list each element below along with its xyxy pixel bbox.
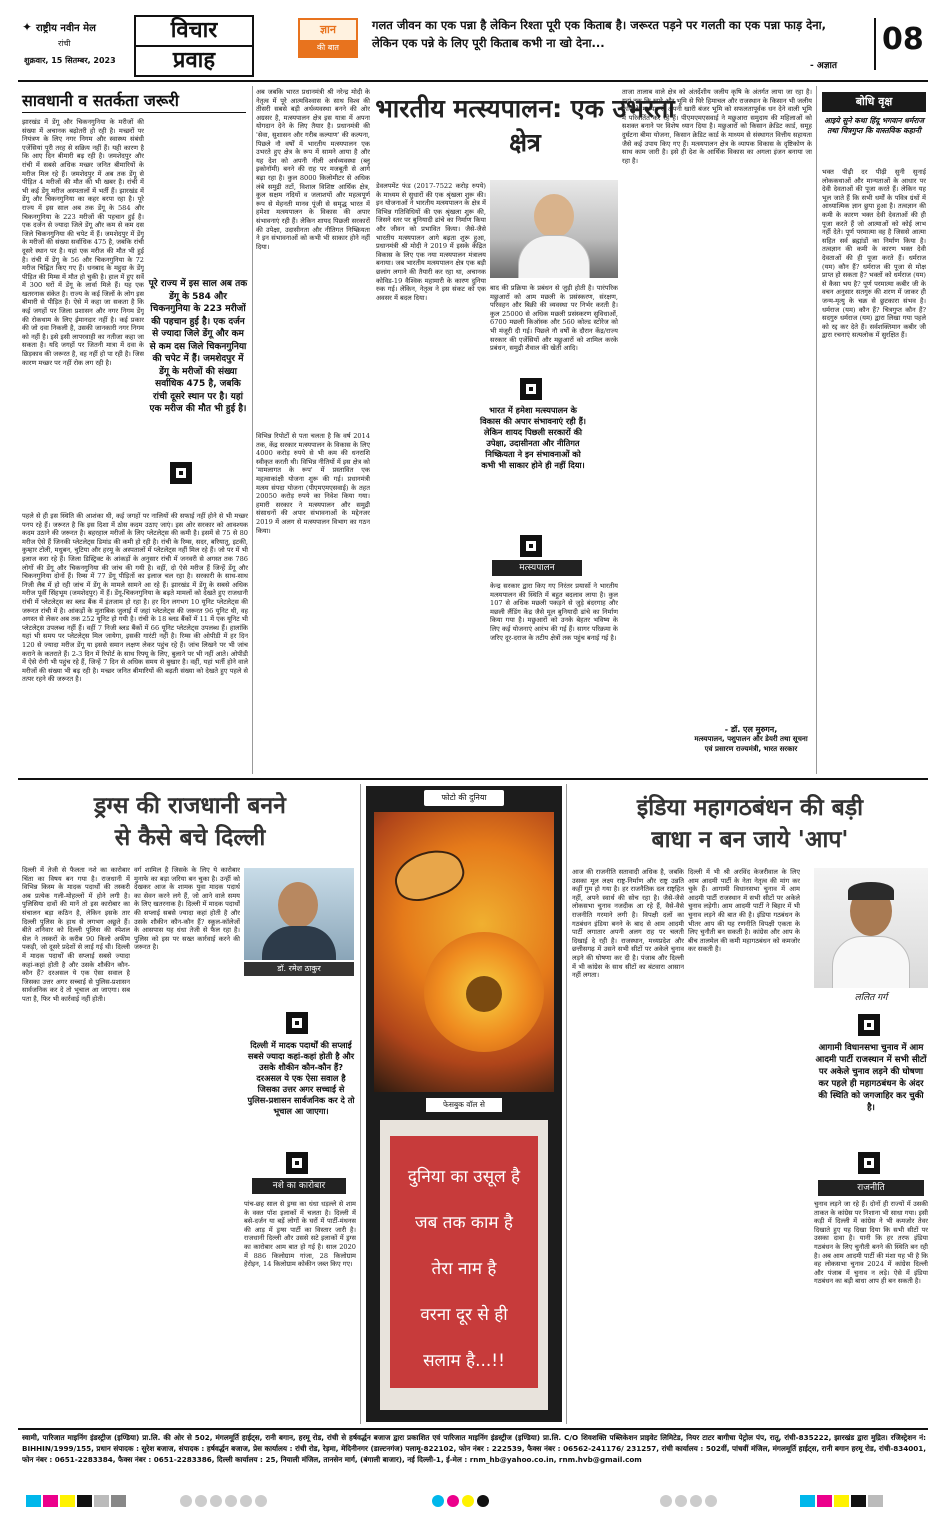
article2-qr-icon-2: [520, 535, 542, 557]
article3-headline-line1: ड्रग्स की राजधानी बनने: [94, 793, 286, 819]
article3-headline: [30, 790, 350, 854]
reg-dot-10: [705, 1495, 717, 1507]
cmyk-swatch-magenta: [43, 1495, 58, 1507]
reg-dot-7: [660, 1495, 672, 1507]
article1-pull-quote: पूरे राज्य में इस साल अब तक डेंगू के 584 और चिकनगुनिया के 223 मरीजों की पहचान हुई है। एक दर्जन से ज्यादा जिले डेंगू और कम से कम दस जिले चिकनगुनिया की चपेट में हैं। जमशेदपुर में डेंगू के मरीजों की संख्या सर्वाधिक 475 है, जबकि रांची दूसरे स्थान पर है। यहां एक मरीज की मौत भी हुई है।: [148, 279, 248, 414]
cmyk-swatch-grey2: [111, 1495, 126, 1507]
article4-tag: राजनीति: [818, 1180, 924, 1196]
mid-rule: [18, 778, 928, 780]
byline-role: मत्स्यपालन, पशुपालन और डेयरी तथा सूचना एवं प्रसारण राज्यमंत्री, भारत सरकार: [694, 735, 808, 753]
article1-col2: पहले से ही इस स्थिति की आशंका थी, कई जगहों पर नालियों की सफाई नहीं होने से भी मच्छर पनप रहे हैं। जरूरत है कि इस दिशा में ठोस कदम उठाए जाएं। इस ओर सरकार को आवश्यक कदम उठाने की जरूरत है। बहरहाल मरीजों के लिए प्लेटलेट्स की कमी है। इसमें से 75 से 80 मरीज ऐसे हैं जिनकी प्लेटलेट्स डिमांड की कमी हो रही है। रांची के रिम्स, सदर, बरियातू, इटकी, कुम्हार टोली, मधुबन, चुटिया और हरमू के अस्पतालों में प्लेटलेट्स नहीं मिल रहे हैं। जो पर में भी इलाज करा रहे हैं। जिला डिस्ट्रिक्ट के आंकड़ों के अनुसार रांची में जनवरी से अगस्त तक 786 लोगों की डेंगू और चिकनगुनिया की जांच की गयी है। वहीं, दो ऐसे मरीज हैं जिन्हें डेंगू और चिकनगुनिया दोनों हैं। रिम्स में 77 डेंगू पीड़ितों का इलाज चल रहा है। सरकारी के साथ-साथ निजी लैब में हो रही जांच में डेंगू के मामले सामने आ रहे हैं। झारखंड में डेंगू के सबसे अधिक मरीज पूर्वी सिंहभूम (जमशेदपुर) में हैं। डेंगू-चिकनगुनिया के बढ़ते मामलों को देखते हुए राजधानी रांची में प्लेटलेट्स का ब्लड बैंक में इंतजाम हो रहा है। हर दिन लगभग 10 यूनिट प्लेटलेट्स की जरूरत रांची में है। आंकड़ों के मुताबिक जुलाई में जहां प्लेटलेट्स की जरूरत 96 यूनिट थी, वह अगस्त से लेकर अब तक 252 यूनिट हो गयी है। रांची के 18 ब्लड बैंकों में 11 में एक यूनिट भी प्लेटलेट्स उपलब्ध नहीं हैं। वहीं 7 निजी ब्लड बैंकों में 66 यूनिट प्लेटलेट्स उपलब्ध हैं। हालांकि यहां भी समय पर प्लेटलेट्स मिल जायेगा, इसकी गारंटी नहीं है। रिम्स की ओपीडी में हर दिन 120 से ज्यादा मरीज डेंगू या इससे समान लक्षण लेकर पहुंच रहे हैं। जांच लिखने पर भी जांच कराने के कतराते हैं। 2-3 दिन में रिपोर्ट के साथ रिफ्यू के लिए, बुलाने पर भी नहीं आते। ओपीडी में ऐसे रोगी भी पहुंच रहे हैं, जिन्हें 7 दिन से अधिक समय से बुखार है। वहीं, यहां भर्ती होने वाले मरीजों की संख्या भी बढ़ रही है। मच्छर जनित बीमारियों की बढ़ती संख्या को देखते हुए पहले से तत्पर रहने की जरूरत है।: [22, 512, 248, 684]
registration-color-bar-left: [26, 1492, 128, 1511]
masthead-rule: [18, 80, 928, 82]
cmyk-swatch-black-r: [851, 1495, 866, 1507]
article3-pull-quote: दिल्ली में मादक पदार्थों की सप्लाई सबसे ज्यादा कहां-कहां होती है और उसके शौकीन कौन-कौन हैं? दरअसल ये एक ऐसा सवाल है जिसका उत्तर अगर सच्चाई से पुलिस-प्रशासन सार्वजनिक कर दे तो भूचाल आ जाएगा।: [247, 1040, 355, 1116]
article3-tag: नशे का कारोबार: [252, 1178, 346, 1194]
cmyk-swatch-cyan-r: [800, 1495, 815, 1507]
page-number-divider: [874, 18, 876, 70]
quote-card-line2: जब तक काम है: [415, 1213, 513, 1233]
article4-headline: [572, 792, 928, 856]
article4-headline-line2: बाधा न बन जाये 'आप': [651, 827, 849, 853]
paper-name: राष्ट्रीय नवीन मेल: [36, 23, 96, 34]
reg-dot-magenta: [447, 1495, 459, 1507]
article3-col1: दिल्ली में तेजी से फैलता नशे का कारोबार चिंता का विषय बन गया है। राजधानी में विभिन्न किस्म के मादक पदार्थों की तस्करी अब प्रत्येक गली-मोहल्लों में होने लगी है। पुलिसिया दावों की मानें तो इस कारोबार का संचालन बड़ा कठिन है, लेकिन इसके तार दिल्ली पुलिस के हाथ से लगभग अछूते हैं। बीते शनिवार को दिल्ली पुलिस की स्पेशल सेल ने तस्करों के करीब 90 किलो अफीम पकड़ी, जो दूसरे प्रदेशों से लाई गई थी। दिल्ली में मादक पदार्थों की सप्लाई सबसे ज्यादा कहां-कहां होती है और उसके शौकीन कौन-कौन हैं? दरअसल ये एक ऐसा सवाल है जिसका उत्तर अगर सच्चाई से पुलिस-प्रशासन सार्वजनिक कर दे तो भूचाल आ जाएगा। सब पता है, फिर भी कार्रवाई नहीं होती।: [22, 866, 130, 1003]
article2-byline: [690, 724, 812, 754]
cmyk-swatch-grey1: [94, 1495, 109, 1507]
article2-col6: ताजा तालाब वाले क्षेत्र को अंतर्देशीय जलीय कृषि के अंतर्गत लाया जा रहा है। यहां तक कि खारे और भूमि से घिरे हिमाचल और राजस्थान के किसान भी जलीय कृषि के माध्यम से अपनी खारी बंजर भूमि को सफलतापूर्वक धन देने वाली भूमि में परिवर्तित कर रहे हैं। पीएमएमएसवाई ने मछुआरा समुदाय की महिलाओं को सशक्त बनाने पर विशेष ध्यान दिया है। मछुआरों को किसान क्रेडिट कार्ड, समूह दुर्घटना बीमा योजना, किसान क्रेडिट कार्ड के माध्यम से संस्थागत वित्तीय सहायता जैसे कई उपाय किए गए हैं। मत्स्यपालन क्षेत्र के व्यापक विकास के दृष्टिकोण के साथ काम जारी है। इसे ही देश के आर्थिक विकास का अगला इंजन बनाया जा रहा है।: [622, 88, 812, 165]
paper-logo-icon: ✦: [22, 20, 33, 34]
article3-col3: पांच-छह साल से ड्रग्स का धंधा धड़ल्ले से शाम के वक्त पॉश इलाकों में चलता है। दिल्ली में बसे-दर्जन या बड़ें लोगों के घरों में पार्टी-मंथनस की आड़ में ड्रग्स पार्टी का विस्तार जारी है। राजधानी दिल्ली और उससे सटे इलाकों में ड्रग्स का कारोबार आम बात हो गई है। साल 2020 में 886 किलोग्राम गांजा, 28 किलोग्राम हेरोइन, 14 किलोग्राम कोकीन जब्त किए गए।: [244, 1200, 356, 1269]
col-divider-4: [566, 784, 567, 1424]
article4-qr-icon-1: [858, 1014, 880, 1036]
badge-top-text: ज्ञान: [319, 23, 336, 36]
article3-col2: वर्ग शामिल है जिसके के लिए ये कारोबार मुनाफे का बड़ा जरिया बन चुका है। उन्हीं को देखकर आज के शामक युवा मादक पदार्थ का सेवन करने लगे हैं, जो आने वाले समय के लिए खतरनाक है। दिल्ली में मादक पदार्थों की सप्लाई सबसे ज्यादा कहां होती है और उसके शौकीन कौन-कौन हैं? स्कूल-कॉलेजों के आसपास यह धंधा तेजी से फैल रहा है। पुलिस को इस पर सख्त कार्रवाई करने की जरूरत है।: [134, 866, 240, 952]
butterfly-wing-shape: [389, 842, 470, 907]
article1-headline-rule: [22, 112, 246, 113]
quote-card-line5: सलाम है...!!: [423, 1351, 505, 1371]
section-title-box: [134, 15, 254, 77]
reg-dot-5: [240, 1495, 252, 1507]
reg-dot-8: [675, 1495, 687, 1507]
article4-col3: चुनाव लड़ने जा रहे हैं। दोनों ही राज्यों में उसकी ताकत के कांग्रेस पर निशाना भी साधा गया। इसी कड़ी में दिल्ली में कांग्रेस ने भी कमजोर तेवर दिखाते हुए यह दिखा दिया कि सभी सीटों पर उसका दावा है। यानी कि हर तरफ इंडिया गठबंधन के लिए चुनौती बनने की स्थिति बन रही है। अब आम आदमी पार्टी की मंशा यह भी है कि वह लोकसभा चुनाव 2024 में कांग्रेस दिल्ली और पंजाब में चुनाव न लड़े। ऐसे में इंडिया गठबंधन का बड़ी बाधा आप ही बन सकती है।: [814, 1200, 928, 1286]
article2-qr-icon-1: [520, 378, 542, 400]
reg-dot-black: [477, 1495, 489, 1507]
article1-col1: झारखंड में डेंगू और चिकनगुनिया के मरीजों की संख्या में अचानक बढ़ोतरी हो रही है। मच्छरों पर नियंत्रण के लिए नगर निगम और स्वास्थ्य संबंधी एजेंसियां पूरी तरह से सक्रिय नहीं हैं। यही कारण है कि आए दिन बीमारी बढ़ रही है। जमशेदपुर और रांची में सबसे अधिक मच्छर जनित बीमारियों के मरीज मिल रहे हैं। जमशेदपुर में अब तक डेंगू से पीड़ित 4 मरीजों की मौत की भी खबर है। रांची में भी कई डेंगू मरीज अस्पतालों में भर्ती हैं। झारखंड में डेंगू और चिकनगुनिया का कहर बरपा रहा है। पूरे राज्य में इस साल अब तक डेंगू के 584 और चिकनगुनिया के 223 मरीजों की पहचान हुई है। एक दर्जन से ज्यादा जिले डेंगू और कम से कम दस जिले चिकनगुनिया की चपेट में हैं। जमशेदपुर में डेंगू के मरीजों की संख्या सर्वाधिक 475 है, जबकि रांची दूसरे स्थान पर है। यहां एक मरीज की मौत भी हुई है। रांची में डेंगू के 56 और चिकनगुनिया के 72 मरीज चिह्नित किए गए हैं। धनबाद के महुदा के डेंगू पीड़ित की मिम्स में मौत हो चुकी है। हाल में हुए सर्वे में 300 घरों में डेंगू के लार्वा मिले हैं। यह एक खतरनाक संकेत है। राज्य के कई जिलों के लोग इस बीमारी से पीड़ित हैं। ऐसे में कहा जा सकता है कि कई जगहों पर जिला प्रशासन और नगर निगम डेंगू की रोकथाम के लिए ईमानदार नहीं है। कई प्रकार की जो दवा निकली है, उसकी जानकारी नगर निगम को नहीं है। इसे इसी लापरवाही का नतीजा कहा जा सकता है। यदि जगहों पर जितनी मात्रा में दवा के छिड़काव की जरूरत है, वह नहीं हो पा रही है। जिस कारण मच्छर पर नहीं रोक लग रही है।: [22, 118, 144, 367]
article1-qr-icon: [170, 462, 192, 484]
daily-quote: गलत जीवन का एक पन्ना है लेकिन रिश्ता पूरी एक किताब है। जरूरत पड़ने पर गलती का एक पन्ना फाड़ देना, लेकिन एक पन्ने के लिए पूरी किताब कभी ना खो देना...: [372, 18, 826, 50]
article3-qr-icon-1: [286, 1012, 308, 1034]
reg-dot-cyan: [432, 1495, 444, 1507]
author-photo-body-shape: [262, 926, 336, 960]
footer-imprint: स्वामी, पारिजात माइनिंग इंडस्ट्रीज (इण्डिया) प्रा.लि. की ओर से 502, मंगलमूर्ति हाईट्स, रानी बगान, हरमू रोड, रांची से हर्षवर्द्धन बजाज द्वारा प्रकाशित एवं पारिजात माइनिंग इंडस्ट्रीज (इण्डिया) प्रा.लि. C/O शिवशक्ति पब्लिकेशन प्राइवेट लिमिटेड, नियर टाटर बागीचा पेट्रोल पंप, रातू, रांची-835222, झारखंड द्वारा मुद्रित। रजिस्ट्रेशन नं: BIHHIN/1999/155, प्रधान संपादक : सुरेश बजाज, संपादक : हर्षवर्द्धन बजाज, प्रेस कार्यालय : रांची रोड, रेड़मा, मेदिनीनगर (डाल्टनगंज) पलामू-822102, फोन नंबर : 222539, फैक्स नंबर : 06562-241176/ 231257, रांची कार्यालय : 502वीं, पांचवीं मंजिल, मंगलमूर्ति हाईट्स, रानी बगान हरमू रोड, रांची-834001, फोन नंबर : 0651-2283384, फैक्स नंबर : 0651-2283386, दिल्ली कार्यालय : 25, नियाली मंजिल, तानसेन मार्ग, (बंगाली बाजार), नई दिल्ली-1, ई-मेल : rnm_hb@yahoo.co.in, rnm.hvb@gmail.com: [22, 1433, 926, 1464]
article2-col5: केन्द्र सरकार द्वारा किए गए निरंतर प्रयासों ने भारतीय मत्स्यपालन की स्थिति में बहुत बदलाव लाया है। कुल 107 से अधिक मछली पकड़ने से जुड़े बंदरगाह और मछली लैंडिंग केंद्र जैसे मूल बुनियादी ढांचे का निर्माण किया गया है। मछुआरों को उनके बेहतर भविष्य के लिए कई योजनाएं आरंभ की गई हैं। सागर परिक्रमा के जरिए दूर-दराज के तटीय क्षेत्रों तक पहुंच बनाई गई है।: [490, 582, 618, 642]
footer-rule: [18, 1428, 928, 1430]
article4-headline-line1: इंडिया महागठबंधन की बड़ी: [636, 795, 864, 821]
registration-dots-center: [432, 1492, 492, 1511]
author-photo-ramesh: [244, 868, 354, 960]
edition-city: रांची: [58, 39, 71, 48]
col-divider-1: [252, 86, 253, 774]
badge-bottom-text: की बात: [300, 40, 356, 56]
page-number: 08: [882, 22, 924, 57]
sidebar-subhead: आइये सुने कथा हिंदू भगवान धर्मराज तथा चित्रगुप्त कि वास्तविक कहानी: [824, 116, 924, 135]
butterfly-photo: [374, 812, 554, 1092]
quote-card: [380, 1120, 548, 1410]
article3-headline-line2: से कैसे बचे दिल्ली: [114, 825, 266, 851]
reg-dot-yellow: [462, 1495, 474, 1507]
section-title-line1: विचार: [170, 18, 218, 43]
registration-color-bar-right: [800, 1492, 885, 1511]
reg-dot-6: [255, 1495, 267, 1507]
reg-dot-9: [690, 1495, 702, 1507]
edition-date: शुक्रवार, 15 सितम्बर, 2023: [24, 56, 116, 65]
article4-pull-quote: आगामी विधानसभा चुनाव में आम आदमी पार्टी राजस्थान में सभी सीटों पर अकेले चुनाव लड़ने की घोषणा कर पहले ही महागठबंधन के अंदर की स्थिति को जगजाहिर कर चुकी है।: [815, 1043, 927, 1113]
reg-dot-2: [195, 1495, 207, 1507]
reg-dot-4: [225, 1495, 237, 1507]
author-photo-lalit-hair-shape: [848, 882, 894, 900]
cmyk-swatch-grey-r: [868, 1495, 883, 1507]
author-name-ramesh: डॉ. रमेश ठाकुर: [244, 962, 354, 976]
quote-card-line4: वरना दूर से ही: [420, 1305, 508, 1325]
photo-section-header: फोटो की दुनिया: [424, 790, 504, 806]
cmyk-swatch-magenta-r: [817, 1495, 832, 1507]
cmyk-swatch-black: [77, 1495, 92, 1507]
quote-card-line1: दुनिया का उसूल है: [407, 1167, 521, 1187]
masthead: [0, 0, 945, 80]
article2-col1: अब जबकि भारत प्रधानमंत्री श्री नरेन्द्र मोदी के नेतृत्व में पूरे आत्मविश्वास के साथ विश्व की तीसरी सबसे बड़ी अर्थव्यवस्था बनने की ओर अग्रसर है, मत्स्यपालन क्षेत्र इस यात्रा में अपना योगदान देने के लिए तैयार है। प्रधानमंत्री की 'सेवा, सुशासन और गरीब कल्याण' की कल्पना, पिछले नौ वर्षों में भारतीय मत्स्यपालन एक उभरते हुए क्षेत्र के रूप में सामने आया है और यह देश को अपनी नीली अर्थव्यवस्था (ब्लू इकोनॉमी) बनने की राह पर मजबूती से आगे बढ़ा रहा है। कुल 8000 किलोमीटर से अधिक लंबे समुद्री तटों, विशाल विशिष्ट आर्थिक क्षेत्र, कुल सक्षम नदियों व जलाशयों और महत्वपूर्ण रूप से मेहनती मानव पूंजी से समृद्ध भारत में हमेशा मत्स्यपालन के विकास की अपार संभावनाएं रही हैं। लेकिन शायद पिछली सरकारों की उपेक्षा, उदासीनता और नीतिगत निष्क्रियता ने इन संभावनाओं को कभी भी साकार होने नहीं दिया।: [256, 88, 370, 251]
author-name-lalit: ललित गर्ग: [854, 993, 888, 1003]
author-photo-face-shape: [278, 882, 318, 928]
byline-name: - डॉ. एल मुरुगन,: [724, 725, 778, 734]
article2-col3: डेवलपमेंट फंड (2017-7522 करोड़ रुपये) के माध्यम से सुधारों की एक श्रृंखला शुरू की। इन योजनाओं ने भारतीय मत्स्यपालन के क्षेत्र में विभिन्न गतिविधियों की एक श्रृंखला शुरू की, जिसने स्तर पर बुनियादी ढांचे का निर्माण किया और जीवन को प्रभावित किया। जैसे-जैसे भारतीय मत्स्यपालन आगे बढ़ता शुरू हुआ, प्रधानमंत्री श्री मोदी ने 2019 में इसके केंद्रित विकास के लिए एक नया मत्स्यपालन मंत्रालय बनाया। जब भारतीय मत्स्यपालन क्षेत्र एक बड़ी छलांग लगाने की तैयारी कर रहा था, अचानक कोविड-19 वैश्विक महामारी के कारण दुनिया रुक गई। लेकिन, नेतृत्व ने इस संकट को एक अवसर में बदल दिया।: [376, 182, 486, 302]
section-title-line2: प्रवाह: [136, 45, 252, 75]
quote-card-inner: [390, 1136, 538, 1388]
author-photo-lalit: [814, 868, 928, 988]
cmyk-swatch-cyan: [26, 1495, 41, 1507]
registration-dots-right: [660, 1492, 720, 1511]
sidebar-text: भक्त पीढ़ी दर पीढ़ी सुनी सुनाई लोककथाओं और मान्यताओं के आधार पर देवी देवताओं की पूजा करते हैं। लेकिन यह भूल जाते हैं कि सभी धर्मों के पवित्र ग्रंथों में आध्यात्मिक ज्ञान छुपा हुआ है। तत्वज्ञान की कमी के कारण भक्त देवी देवताओं की ही पूजा करते हैं जो आत्माओं को कोई लाभ नहीं देते। पूर्ण परमात्मा वह है जिससे आत्मा सहित सर्व ब्रह्मांडों का निर्माण किया है। तत्वज्ञान की कमी के कारण भक्त देवी देवताओं की ही पूजा करते हैं। धर्मराज (यम) कौन हैं? धर्मराज की पूजा से मोक्ष प्राप्त हो सकता है? भक्तों को धर्मराज (यम) से कैसा भय है? पूर्ण परमात्मा कबीर जी के वचन अनुसार सतगुरु की शरण में जाकर ही जन्म-मृत्यु के चक्र से छुटकारा संभव है। धर्मराज (यम) कौन हैं? चित्रगुप्त कौन हैं? सदगुरु धर्मराज (यम) द्वारा लिखा गया पहले को रद्द कर देते हैं। सर्वशक्तिमान कबीर जी द्वारा रचनाएं सत्यलोक में सुरक्षित हैं।: [822, 168, 926, 340]
reg-dot-3: [210, 1495, 222, 1507]
quote-author: - अज्ञात: [810, 61, 837, 71]
article2-pull-quote: भारत में हमेशा मत्स्यपालन के विकास की अपार संभावनाएं रही हैं। लेकिन शायद पिछली सरकारों की उपेक्षा, उदासीनता और नीतिगत निष्क्रियता ने इन संभावनाओं को कभी भी साकार होने ही नहीं दिया।: [479, 405, 587, 470]
article4-col2: दिल्ली में भी श्री अरविंद केजरीवाल के लिए आम आदमी पार्टी के नेता नेतृत्व की मांग कर चुके हैं। आगामी विधानसभा चुनाव में आम आदमी पार्टी राजस्थान में सभी सीटों पर अकेले चुनाव लड़ेगी। आम आदमी पार्टी ने बिहार में भी चुनाव लड़ने की बात की है। इंडिया गठबंधन के भीतर आप की यह रणनीति विपक्षी एकता के लिए चुनौती बन सकती है। कांग्रेस और आप के बीच तालमेल की कमी महागठबंधन को कमजोर कर सकती है।: [688, 868, 800, 954]
registration-dots-left: [180, 1492, 270, 1511]
photo-section: [366, 786, 562, 1422]
pm-photo-body-shape: [518, 235, 590, 278]
photo-caption: फेसबुक वॉल से: [426, 1098, 502, 1112]
sidebar-header: बोधि वृक्ष: [822, 92, 926, 112]
article2-col4: बाद की प्रक्रिया के प्रबंधन से जुड़ी होती है। पारंपरिक मछुआरों को आम मछली के प्रसंस्करण, संरक्षण, परिवहन और बिक्री की व्यवस्था पर निर्भर करती है। कुल 25000 से अधिक मछली प्रसंस्करण सुविधाओं, 6700 मछली किऑस्क और 560 कोल्ड स्टोरेज को भी मंजूरी दी गई। पिछले नौ वर्षों के दौरान केंद्र/राज्य सरकार की एजेंसियों और मछुआरों को शामिल करके प्रबंधन, समुद्री शैवाल की खेती आदि।: [490, 284, 618, 353]
article3-qr-icon-2: [286, 1152, 308, 1174]
cmyk-swatch-yellow: [60, 1495, 75, 1507]
flower-center-shape: [466, 976, 502, 1012]
article4-qr-icon-2: [858, 1152, 880, 1174]
cmyk-swatch-yellow-r: [834, 1495, 849, 1507]
article2-tag: मत्स्यपालन: [492, 560, 582, 576]
article1-headline: सावधानी व सतर्कता जरूरी: [22, 91, 179, 110]
pm-photo-face-shape: [534, 194, 574, 238]
quote-card-line3: तेरा नाम है: [431, 1259, 497, 1279]
quote-badge: [298, 18, 358, 58]
article2-col2: विभिन्न रिपोर्टों से पता चलता है कि वर्ष 2014 तक, केंद्र सरकार मत्स्यपालन के विकास के लिए 4000 करोड़ रुपये से भी कम की धनराशि स्वीकृत करती थी। विभिन्न नीतियों में इस क्षेत्र को 'मामलागत के रूप' में प्रस्तावित एक महत्वाकांक्षी योजना शुरू की गई। प्रधानमंत्री मत्स्य संपदा योजना (पीएमएमएसवाई) के तहत 20050 करोड़ रुपये का निवेश किया गया। हमारी सरकार ने मत्स्यपालन और समुद्री संसाधनों की अपार संभावनाओं के मद्देनजर 2019 में अलग से मत्स्यपालन विभाग का गठन किया।: [256, 432, 370, 535]
pm-photo: [490, 180, 618, 278]
author-photo-lalit-body-shape: [832, 936, 910, 988]
reg-dot-1: [180, 1495, 192, 1507]
col-divider-2: [816, 86, 817, 774]
article2-headline-text: भारतीय मत्स्यपालन: एक उभरता क्षेत्र: [375, 94, 675, 157]
article4-col1: आज की राजनीति सतावादी अधिक है, जबकि उसका मूल लक्ष्य राष्ट्र-निर्माण और राष्ट्र उन्नति कहीं गुम हो गया है। हर राजनैतिक दल राष्ट्रहित नहीं, अपने स्वार्थ की सोच रहा है। जैसे-जैसे लोकसभा चुनाव नजदीक आ रहे हैं, वैसे-वैसे राजनीति गरमाने लगी है। विपक्षी दलों का गठबंधन इंडिया बनने के बाद से आम आदमी पार्टी लगातार अपनी अलग राह पर चलती दिखाई दे रही है। राजस्थान, मध्यप्रदेश और छत्तीसगढ़ में उसने सभी सीटों पर अकेले चुनाव लड़ने की घोषणा कर दी है। पंजाब और दिल्ली में भी कांग्रेस के साथ सीटों का बंटवारा आसान नहीं लगता।: [572, 868, 684, 980]
col-divider-3: [360, 784, 361, 1424]
